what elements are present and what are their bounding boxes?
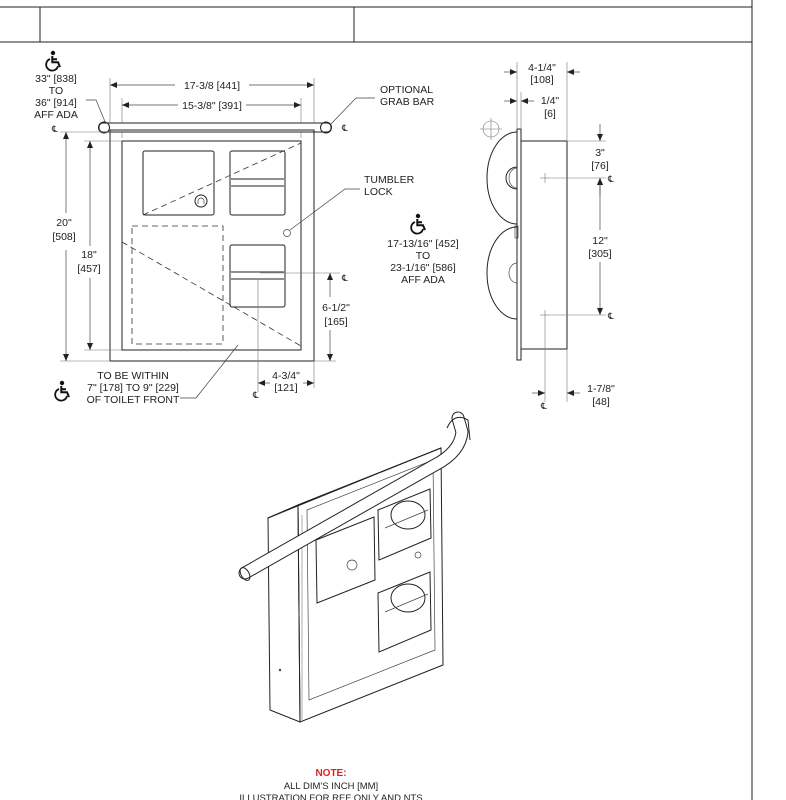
dispenser-height-ref: AFF ADA (401, 274, 445, 286)
ada-mount-height: 33" [838] (35, 73, 77, 85)
side-depth-mm: [108] (530, 74, 554, 86)
side-flange: 1/4" (540, 95, 560, 107)
dispenser-height-to: TO (415, 250, 431, 262)
side-view (480, 62, 615, 411)
svg-text:℄: ℄ (253, 390, 259, 400)
side-depth: 4-1/4" (528, 62, 556, 74)
grab-bar-iso (238, 417, 470, 582)
dispenser-height-max: 23-1/16" [586] (390, 262, 456, 274)
ada-mount-to: TO (48, 85, 64, 97)
wheelchair-icon (46, 51, 60, 71)
side-roll-spacing: 12" (592, 235, 608, 247)
ada-mount-ref: AFF ADA (34, 109, 78, 121)
edge-offset: 4-3/4" (272, 370, 300, 382)
overall-height-dim: 20" (56, 217, 72, 229)
toilet-note-3: OF TOILET FRONT (86, 394, 180, 406)
overall-width-dim: 17-3/8 [441] (183, 80, 241, 92)
front-view (34, 51, 459, 406)
lock-icon (195, 195, 207, 207)
lower-roll-offset-mm: [165] (324, 316, 348, 328)
edge-offset-mm: [121] (274, 382, 298, 394)
note-line-2: ILLUSTRATION FOR REF ONLY AND NTS (239, 793, 423, 800)
rough-height-dim: 18" (81, 249, 97, 261)
note-line-1: ALL DIM'S INCH [MM] (283, 781, 379, 792)
side-bottom-offset-mm: [48] (592, 396, 610, 408)
note-block (239, 768, 422, 800)
side-bottom-offset: 1-7/8" (587, 383, 615, 395)
side-top-offset: 3" (595, 147, 605, 159)
rough-width-dim: 15-3/8" [391] (182, 100, 242, 112)
grab-bar-label-2: GRAB BAR (380, 96, 435, 108)
svg-text:℄: ℄ (342, 273, 348, 283)
side-top-offset-mm: [76] (591, 160, 609, 172)
svg-text:℄: ℄ (342, 123, 348, 133)
lower-roll-offset: 6-1/2" (322, 302, 350, 314)
wheelchair-icon (55, 381, 69, 401)
svg-text:℄: ℄ (608, 174, 614, 184)
ada-mount-max: 36" [914] (35, 97, 77, 109)
dispenser-height-min: 17-13/16" [452] (387, 238, 459, 250)
note-title: NOTE: (315, 768, 347, 779)
rough-height-mm: [457] (77, 263, 101, 275)
grab-bar-label-1: OPTIONAL (380, 84, 434, 96)
toilet-note-2: 7" [178] TO 9" [229] (87, 382, 179, 394)
isometric-view (238, 417, 470, 722)
overall-height-mm: [508] (52, 231, 76, 243)
side-roll-spacing-mm: [305] (588, 248, 612, 260)
svg-text:℄: ℄ (541, 401, 547, 411)
cabinet-front (110, 130, 314, 361)
paper-roll (487, 132, 528, 224)
tumbler-lock-label-2: LOCK (364, 186, 393, 198)
svg-text:℄: ℄ (608, 311, 614, 321)
tumbler-lock-label-1: TUMBLER (364, 174, 415, 186)
side-flange-mm: [6] (544, 108, 556, 120)
wheelchair-icon (411, 214, 425, 234)
centerline-icon: ℄ (52, 124, 58, 134)
paper-roll (487, 227, 517, 319)
grab-bar (99, 122, 332, 133)
toilet-note-1: TO BE WITHIN (97, 370, 169, 382)
